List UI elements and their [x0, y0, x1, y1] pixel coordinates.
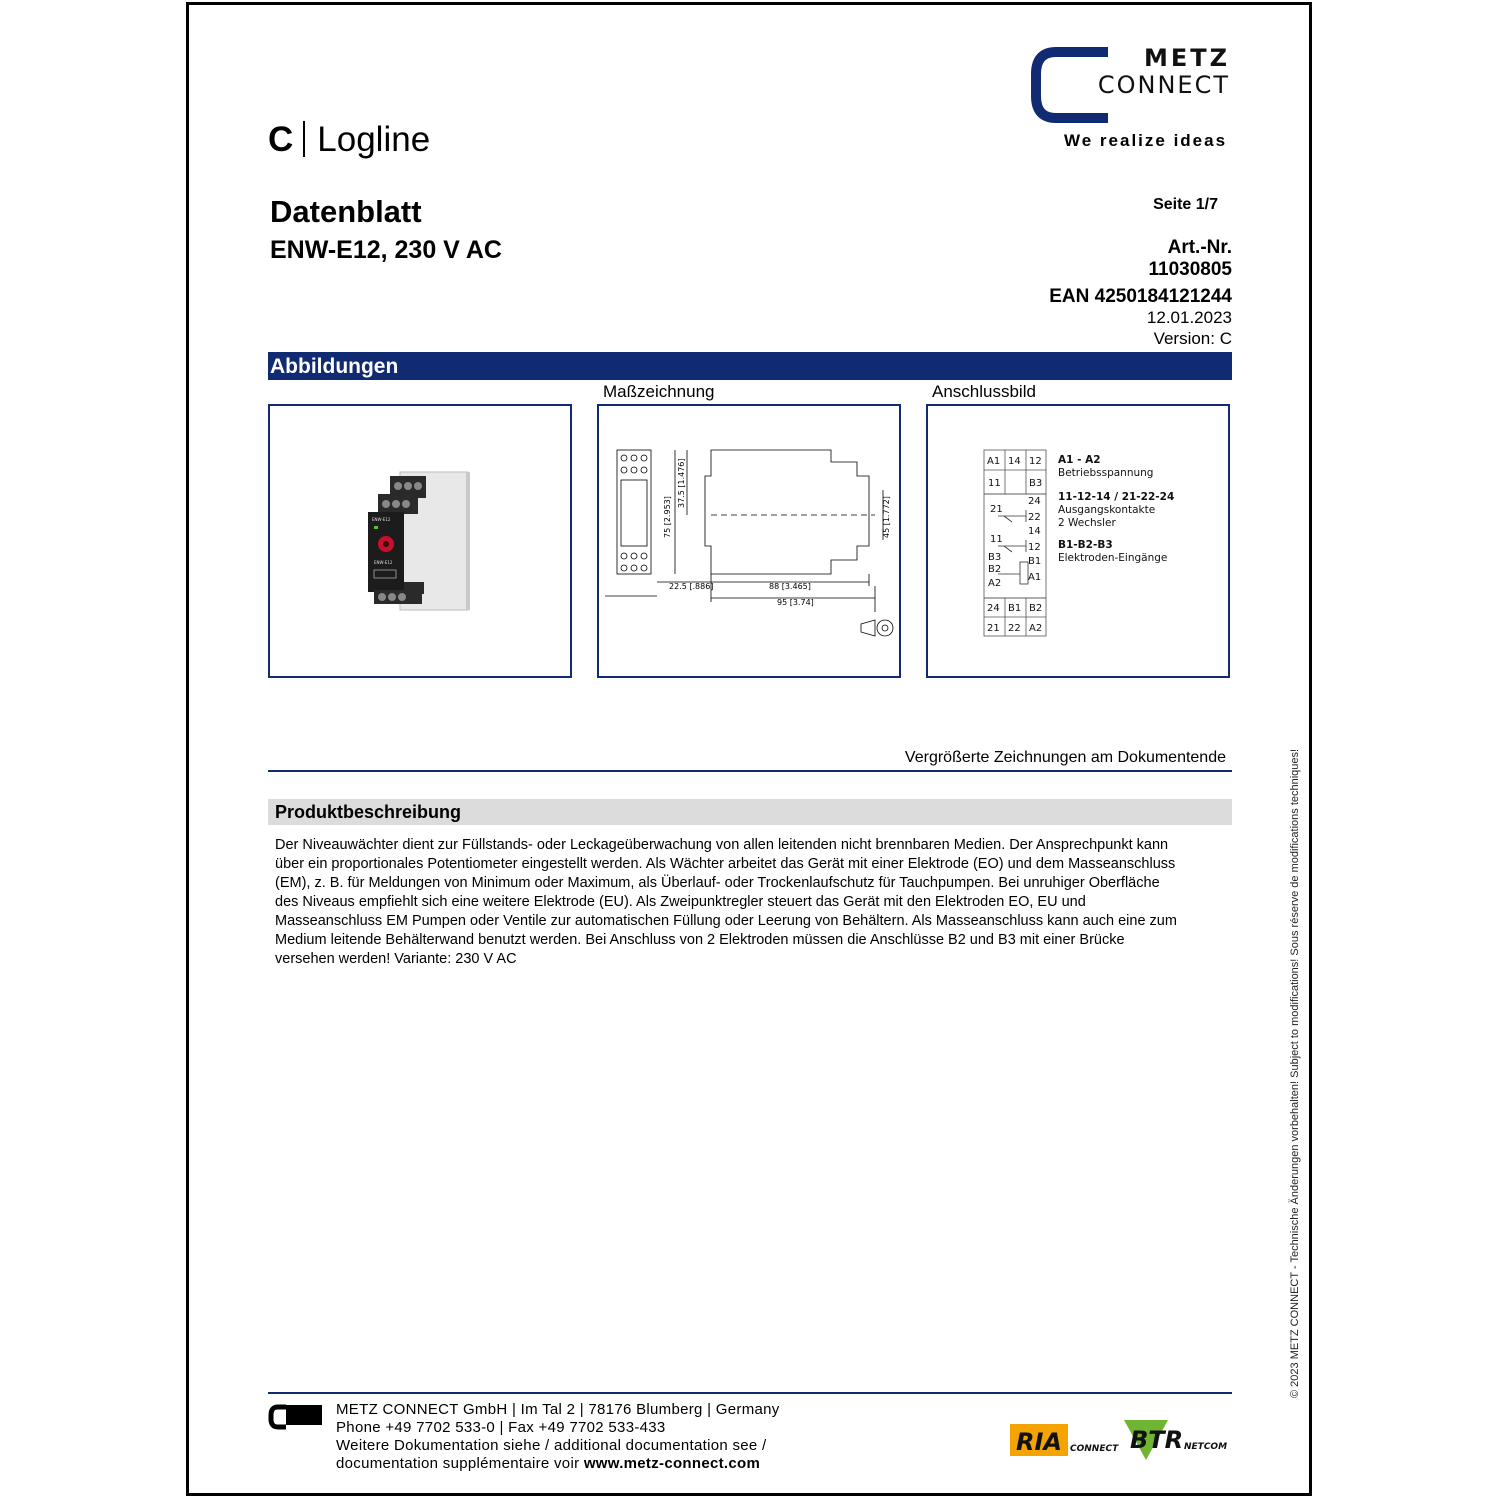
term-12b: 12 [1028, 542, 1041, 553]
term-12: 12 [1029, 456, 1042, 467]
term-b2: B2 [988, 564, 1002, 575]
term-14b: 14 [1028, 526, 1041, 537]
art-number-label: Art.-Nr. [1167, 237, 1232, 258]
ria-text: RIA [1016, 1428, 1062, 1456]
legend-contacts: 11-12-14 / 21-22-24 [1058, 491, 1175, 503]
term-row-a2: A2 [1029, 623, 1043, 634]
term-a1b: A1 [1028, 572, 1042, 583]
description-line: Der Niveauwächter dient zur Füllstands- oder Leckageüberwachung von allen leitenden nicht brennbaren Medien. Der Ansprechpunkt kann [275, 837, 1169, 853]
series-name: Logline [317, 120, 431, 159]
footer-address: METZ CONNECT GmbH | Im Tal 2 | 78176 Blumberg | Germany [336, 1401, 780, 1418]
footer-divider [268, 1392, 1232, 1394]
legend-electrodes-text: Elektroden-Eingänge [1058, 552, 1168, 564]
term-row-b2: B2 [1029, 603, 1043, 614]
term-11b: 11 [990, 534, 1003, 545]
btr-text: BTR [1130, 1426, 1184, 1454]
term-b1: B1 [1028, 556, 1042, 567]
product-image [270, 406, 570, 676]
ean-number: EAN 4250184121244 [1049, 286, 1232, 307]
brand-name-connect: CONNECT [1097, 71, 1230, 99]
description-line: Masseanschluss EM Pumpen oder Ventile zur automatischen Füllung oder Leerung von Behältern. Als Masseanschluss kann auch eine zum [275, 913, 1177, 929]
dim-45: 45 [1.772] [882, 496, 891, 538]
dimension-drawing-box [597, 404, 901, 678]
term-22: 22 [1028, 512, 1041, 523]
doc-date: 12.01.2023 [1146, 308, 1232, 327]
description-line: Medium leitende Behälterwand benutzt werden. Bei Anschluss von 2 Elektroden müssen die Anschlüsse B2 und B3 mit einer Brücke [275, 932, 1125, 948]
section-bar-figures [268, 352, 1232, 380]
doc-title: Datenblatt [270, 194, 422, 229]
divider [268, 770, 1232, 772]
dimension-drawing [599, 406, 899, 676]
legend-electrodes: B1-B2-B3 [1058, 539, 1113, 551]
ria-connect-logo [1010, 1418, 1122, 1462]
device-label-bottom: ENW-E12 [374, 560, 393, 565]
term-21: 21 [990, 504, 1003, 515]
footer-docs-url-line [336, 1455, 760, 1472]
ria-sub: CONNECT [1070, 1444, 1119, 1454]
connection-diagram-box [926, 404, 1230, 678]
dim-37-5: 37.5 [1.476] [677, 458, 686, 508]
description-line: (EM), z. B. für Meldungen von Minimum oder Maximum, als Überlauf- oder Trockenlaufschutz für Tauchpumpen. Bei unruhiger Oberfläche [275, 875, 1160, 891]
doc-subtitle: ENW-E12, 230 V AC [270, 236, 502, 264]
brand-tagline: We realize ideas [1064, 131, 1228, 150]
product-description [275, 836, 1225, 969]
term-row-22: 22 [1008, 623, 1021, 634]
section-title-description: Produktbeschreibung [275, 802, 462, 822]
description-line: versehen werden! Variante: 230 V AC [275, 951, 517, 967]
footer-docs-prefix: documentation supplémentaire voir [336, 1455, 584, 1472]
description-line: des Niveaus empfiehlt sich eine weitere Elektrode (EU). Als Zweipunktregler steuert das Gerät mit den Elektroden EO, EU und [275, 894, 1086, 910]
btr-netcom-logo [1122, 1418, 1230, 1462]
footer-website-link[interactable]: www.metz-connect.com [583, 1455, 761, 1472]
series-logo [268, 120, 430, 160]
term-24: 24 [1028, 496, 1041, 507]
legend-a1-a2-text: Betriebsspannung [1058, 467, 1154, 479]
footer-logo [268, 1403, 324, 1431]
term-b3: B3 [1029, 478, 1043, 489]
legend-contacts-text2: 2 Wechsler [1058, 517, 1116, 529]
dim-88: 88 [3.465] [769, 582, 811, 591]
term-row-24: 24 [987, 603, 1000, 614]
description-line: über ein proportionales Potentiometer eingestellt werden. Als Wächter arbeitet das Gerät mit einer Elektrode (EO) und dem Masseanschluss [275, 856, 1176, 872]
connection-diagram [928, 406, 1228, 676]
device-label-top: ENW-E12 [372, 517, 391, 522]
art-number: 11030805 [1148, 259, 1232, 280]
term-b3b: B3 [988, 552, 1002, 563]
term-a2: A2 [988, 578, 1002, 589]
dim-95: 95 [3.74] [777, 598, 814, 607]
dimension-drawing-title: Maßzeichnung [603, 382, 715, 401]
page-number: Seite 1/7 [1153, 196, 1218, 213]
copyright-side-note: © 2023 METZ CONNECT - Technische Änderungen vorbehalten! Subject to modifications! Sous réserve de modifications techniques! [1289, 748, 1301, 1398]
enlarged-drawings-note: Vergrößerte Zeichnungen am Dokumentende [904, 749, 1226, 766]
footer-docs-note: Weitere Dokumentation siehe / additional documentation see / [336, 1437, 767, 1454]
dim-75: 75 [2.953] [663, 496, 672, 538]
legend-contacts-text1: Ausgangskontakte [1058, 504, 1156, 516]
term-row-b1: B1 [1008, 603, 1022, 614]
term-14: 14 [1008, 456, 1021, 467]
doc-version: Version: C [1153, 329, 1232, 348]
brand-name-metz: METZ [1143, 44, 1230, 72]
term-a1: A1 [987, 456, 1001, 467]
series-c: C [268, 120, 294, 159]
term-row-21: 21 [987, 623, 1000, 634]
legend-a1-a2: A1 - A2 [1058, 454, 1101, 466]
section-title-figures: Abbildungen [270, 355, 399, 378]
connection-diagram-title: Anschlussbild [932, 382, 1036, 401]
product-image-box [268, 404, 572, 678]
dim-22-5: 22.5 [.886] [669, 582, 714, 591]
term-11: 11 [988, 478, 1001, 489]
footer-phone: Phone +49 7702 533-0 | Fax +49 7702 533-433 [336, 1419, 666, 1436]
btr-sub: NETCOM [1184, 1442, 1228, 1452]
metz-connect-logo [1030, 44, 1235, 126]
